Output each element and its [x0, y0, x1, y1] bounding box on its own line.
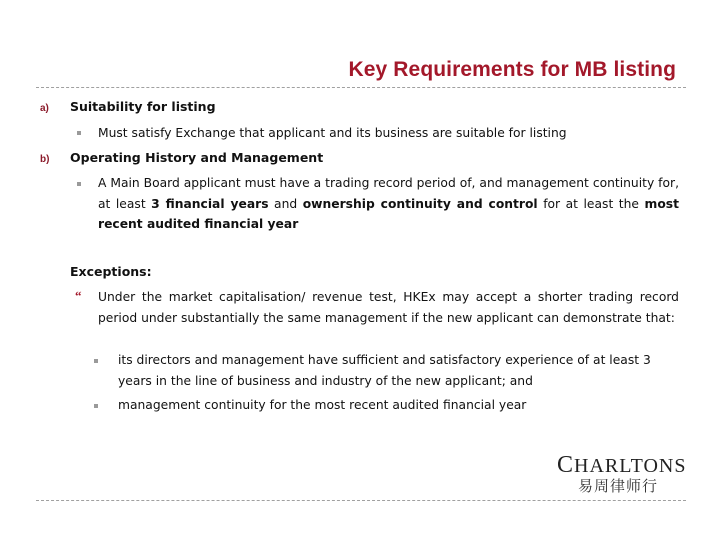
exceptions-heading: Exceptions:	[70, 264, 152, 279]
bullet-bold-text: most recent audited financial year	[98, 196, 679, 231]
bullet-square-icon	[77, 182, 81, 186]
bullet-text: A Main Board applicant must have a trading record period of, and management continuity for, at least	[98, 176, 679, 211]
section-b-marker: b)	[40, 154, 50, 165]
slide-title: Key Requirements for MB listing	[348, 58, 676, 81]
section-a-marker: a)	[40, 103, 49, 114]
bullet-bold-text: 3 financial years	[151, 196, 269, 211]
logo-chinese: 易周律师行	[577, 477, 658, 495]
bullet-square-icon	[77, 131, 81, 135]
bullet-square-icon	[94, 404, 98, 408]
section-b-bullet	[98, 173, 679, 235]
charltons-logo	[557, 452, 687, 495]
logo-initial: C	[557, 452, 575, 478]
bottom-divider	[36, 500, 686, 501]
bullet-square-icon	[94, 359, 98, 363]
logo-rest: HARLTONS	[574, 455, 687, 477]
bullet-text: for at least the	[537, 196, 645, 211]
section-b-heading: Operating History and Management	[70, 150, 324, 165]
bullet-text: and	[268, 196, 303, 211]
exception-sub-bullet-2: management continuity for the most recent audited financial year	[118, 398, 527, 412]
bullet-bold-text: ownership continuity and control	[302, 196, 538, 211]
top-divider	[36, 87, 686, 88]
exceptions-intro: Under the market capitalisation/ revenue test, HKEx may accept a shorter trading record period under substantially the same management if the new applicant can demonstrate that:	[98, 290, 679, 325]
section-a-heading: Suitability for listing	[70, 99, 216, 114]
section-a-bullet: Must satisfy Exchange that applicant and its business are suitable for listing	[98, 126, 567, 140]
exception-sub-bullet-1: its directors and management have sufficient and satisfactory experience of at least 3 years in the line of business and industry of the new applicant; and	[118, 353, 651, 388]
logo-english	[557, 452, 687, 478]
quote-bullet-icon: “	[75, 288, 82, 303]
